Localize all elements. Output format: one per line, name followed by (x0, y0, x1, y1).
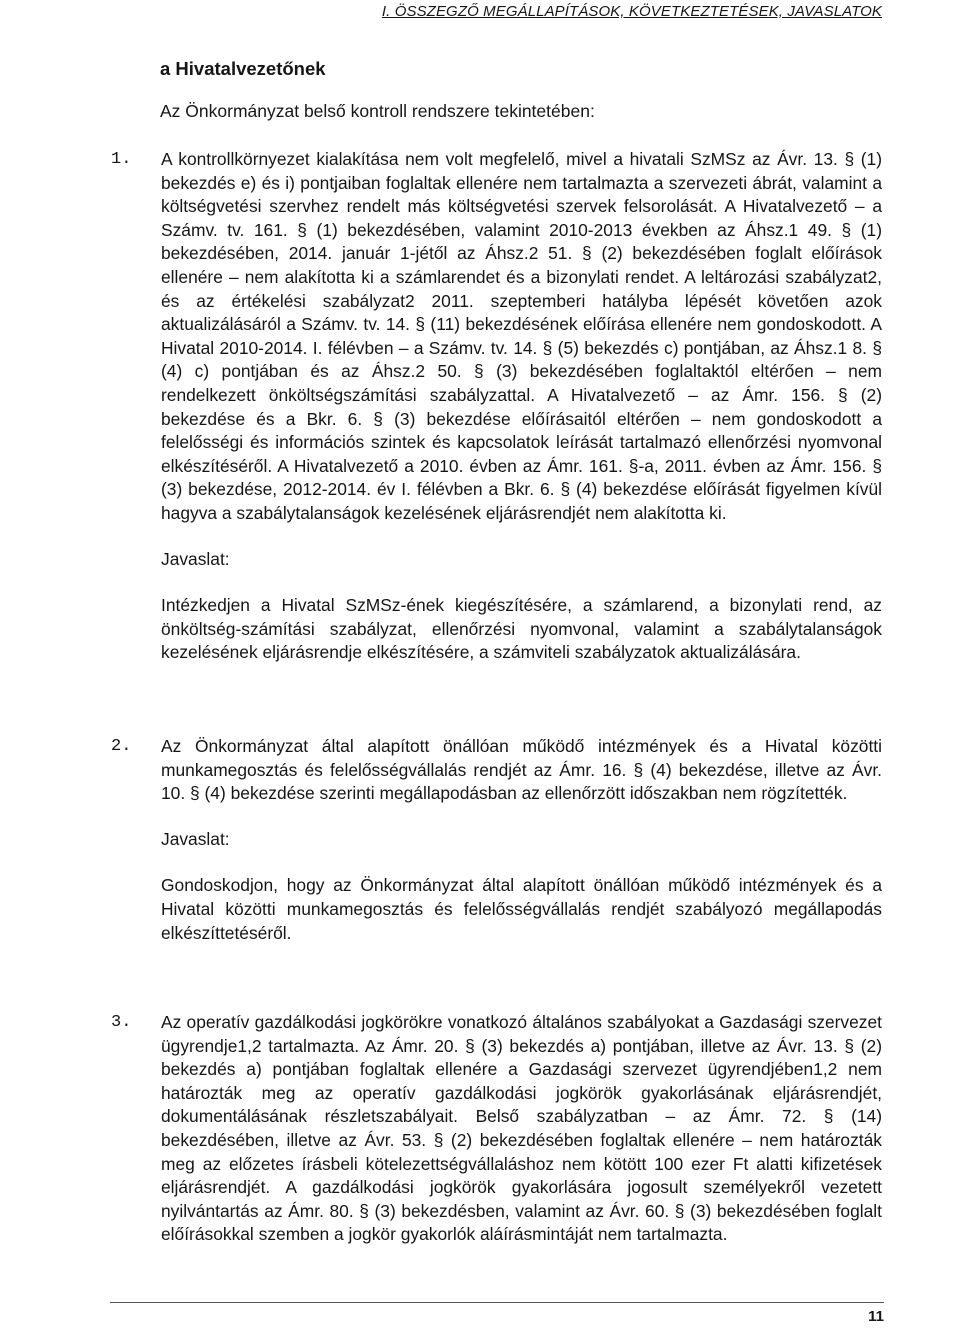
section-intro: Az Önkormányzat belső kontroll rendszere tekintetében: (160, 101, 595, 121)
running-header: I. ÖSSZEGZŐ MEGÁLLAPÍTÁSOK, KÖVETKEZTETÉSEK, JAVASLATOK (381, 3, 882, 20)
recommendation-label: Javaslat: (161, 828, 230, 849)
item-body (161, 1011, 882, 1247)
recommendation-text: Gondoskodjon, hogy az Önkormányzat által alapított önállóan működő intézmények és a Hivatal közötti munkamegosztás és felelősségvállalás rendjét szabályozó megállapodás elkészíttetéséről. (161, 875, 882, 943)
item-number: 2. (111, 737, 132, 756)
item-body (161, 735, 882, 945)
finding-item-3 (111, 1011, 882, 1247)
finding-text: Az Önkormányzat által alapított önállóan működő intézmények és a Hivatal közötti munkamegosztás és felelősségvállalás rendjét az Ámr. 16. § (4) bekezdése, illetve az Ávr. 10. § (4) bekezdése szerinti megállapodásban az ellenőrzött időszakban nem rögzítették. (161, 736, 882, 804)
finding-text: Az operatív gazdálkodási jogkörökre vonatkozó általános szabályokat a Gazdasági szervezet ügyrendje1,2 tartalmazta. Az Ámr. 20. § (3) bekezdés a) pontjában, illetve az Ávr. 13. § (2) bekezdés a) pontjában foglaltak ellenére a Gazdasági szervezet ügyrendjében1,2 nem határozták meg az operatív gazdálkodási jogkörök gyakorlásának eljárásrendjét, dokumentálásának részletszabályait. Belső szabályzatban – az Ámr. 72. § (14) bekezdésében, illetve az Ávr. 53. § (2) bekezdésében foglaltak ellenére – nem határozták meg az előzetes írásbeli kötelezettségvállaláshoz nem kötött 100 ezer Ft alatti kifizetések eljárásrendjét. A gazdálkodási jogkörök gyakorlására jogosult személyekről vezetett nyilvántartás az Ámr. 80. § (3) bekezdésben, valamint az Ávr. 60. § (3) bekezdésében foglalt előírásokkal szemben a jogkör gyakorlók aláírásmintáját nem tartalmazta. (161, 1012, 882, 1245)
item-number: 3. (111, 1013, 132, 1032)
recommendation-label: Javaslat: (161, 548, 230, 569)
finding-item-1 (111, 148, 882, 665)
finding-text: A kontrollkörnyezet kialakítása nem volt megfelelő, mivel a hivatali SzMSz az Ávr. 13. § (1) bekezdés e) és i) pontjaiban foglaltak ellenére nem tartalmazta a szervezeti ábrát, valamint a költségvetési szervhez rendelt más költségvetési szervek felsorolását. A Hivatalvezető – a Számv. tv. 161. § (1) bekezdésében, valamint 2010-2013 években az Áhsz.1 49. § (1) bekezdésében, 2014. január 1-jétől az Áhsz.2 51. § (2) bekezdésében foglalt előírások ellenére – nem alakította ki a számlarendet és a bizonylati rendet. A leltározási szabályzat2, és az értékelési szabályzat2 2011. szeptemberi hatályba lépését követően azok aktualizálásáról a Számv. tv. 14. § (11) bekezdésének előírása ellenére nem gondoskodott. A Hivatal 2010-2014. I. félévben – a Számv. tv. 14. § (5) bekezdés c) pontjában, az Áhsz.1 8. § (4) c) pontjában és az Áhsz.2 50. § (3) bekezdésében foglaltaktól eltérően – nem rendelkezett önköltségszámítási szabályzattal. A Hivatalvezető – az Ámr. 156. § (2) bekezdése és a Bkr. 6. § (3) bekezdése előírásaitól eltérően – nem gondoskodott a felelősségi és információs szintek és kapcsolatok leírását tartalmazó ellenőrzési nyomvonal elkészítéséről. A Hivatalvezető a 2010. évben az Ámr. 161. §-a, 2011. évben az Ámr. 156. § (3) bekezdése, 2012-2014. év I. félévben a Bkr. 6. § (4) bekezdése előírását figyelmen kívül hagyva a szabálytalanságok kezelésének eljárásrendjét nem alakította ki. (161, 149, 882, 523)
recommendation-text: Intézkedjen a Hivatal SzMSz-ének kiegészítésére, a számlarend, a bizonylati rend, az önköltség-számítási szabályzat, ellenőrzési nyomvonal, valamint a szabálytalanságok kezelésének eljárásrendje elkészítésére, a számviteli szabályzatok aktualizálására. (161, 595, 882, 663)
section-title: a Hivatalvezetőnek (160, 58, 326, 79)
item-body (161, 148, 882, 665)
item-number: 1. (111, 150, 132, 169)
page-number: 11 (868, 1308, 884, 1325)
footer-divider (110, 1302, 884, 1303)
finding-item-2 (111, 735, 882, 945)
